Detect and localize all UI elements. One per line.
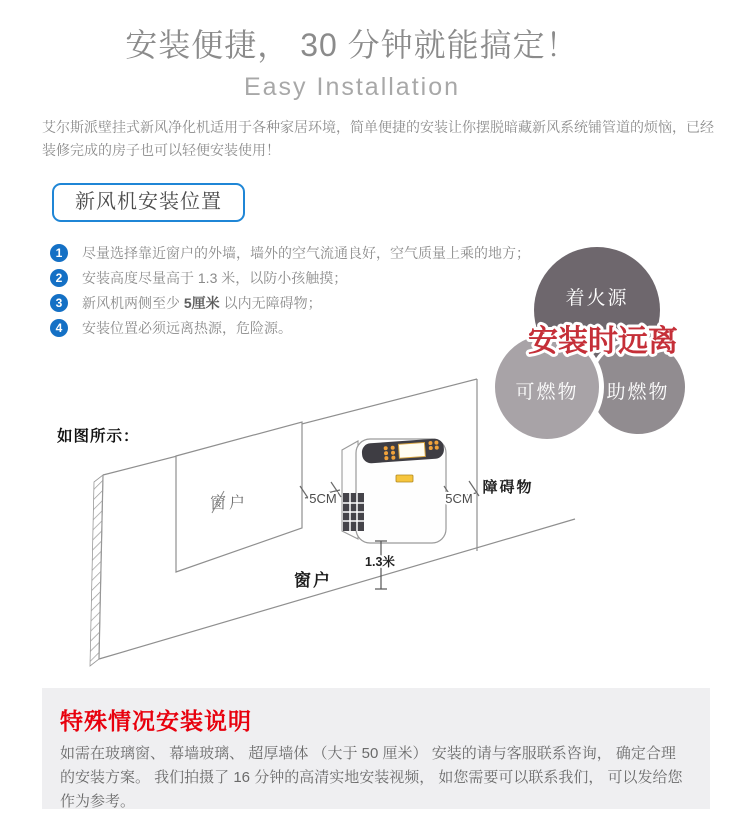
notice-title: 特殊情况安装说明 [60,708,252,734]
header [0,20,704,102]
list-item [50,244,610,262]
special-notice-box [42,688,710,809]
hazard-overlay-label: 安装时远离 [528,325,678,358]
height-label: 1.3米 [365,555,395,569]
window-label: 窗户 [209,495,249,512]
device-brand-plate [396,475,413,482]
step-text-post: 以内无障碍物； [219,295,322,311]
step-number-badge: 1 [50,244,68,262]
hazard-overlay-text [516,318,690,362]
bottom-window-label: 窗户 [294,571,332,590]
gap-left-label: 5CM [309,491,337,506]
step-text-pre: 安装位置必须远离热源，危险源。 [82,320,292,336]
hazard-circle-label: 可燃物 [515,382,579,403]
page-subtitle: Easy Installation [243,73,461,101]
step-text-pre: 尽量选择靠近窗户的外墙，墙外的空气流通良好，空气质量上乘的地方； [82,245,530,261]
notice-body: 如需在玻璃窗、 幕墙玻璃、 超厚墙体 （大于 50 厘米） 安装的请与客服联系咨询， 确定合理的安装方案。 我们拍摄了 16 分钟的高清实地安装视频， 如您需要可以联系我们， 可以发给您作为参考。 [60,745,683,810]
device-grille [343,493,364,531]
step-number-badge: 2 [50,269,68,287]
hazard-circle-label: 着火源 [565,288,629,309]
page-title: 安装便捷， 30 分钟就能搞定！ [125,27,579,63]
step-text-bold: 5厘米 [183,295,220,311]
diagram-caption: 如图所示： [57,428,140,445]
window-shape [176,422,302,572]
step-text-pre: 新风机两侧至少 [82,295,184,311]
step-text [82,319,292,337]
step-text-pre: 安装高度尽量高于 1.3 米，以防小孩触摸； [82,270,348,286]
list-item [50,294,610,312]
wall-hatch-edge [90,475,103,666]
step-text [82,269,347,287]
gap-right-label: 5CM [445,491,473,506]
step-number-badge: 4 [50,319,68,337]
step-text [82,294,322,312]
step-number-badge: 3 [50,294,68,312]
list-item [50,269,610,287]
intro-paragraph: 艾尔斯派壁挂式新风净化机适用于各种家居环境，简单便捷的安装让你摆脱暗藏新风系统铺管道的烦恼，已经装修完成的房子也可以轻便安装使用！ [42,119,714,158]
hazard-circle-label: 助燃物 [606,382,670,403]
step-text [82,244,530,262]
air-purifier-device [342,438,446,543]
obstacle-label: 障碍物 [482,479,534,496]
section-badge: 新风机安装位置 [52,183,245,222]
